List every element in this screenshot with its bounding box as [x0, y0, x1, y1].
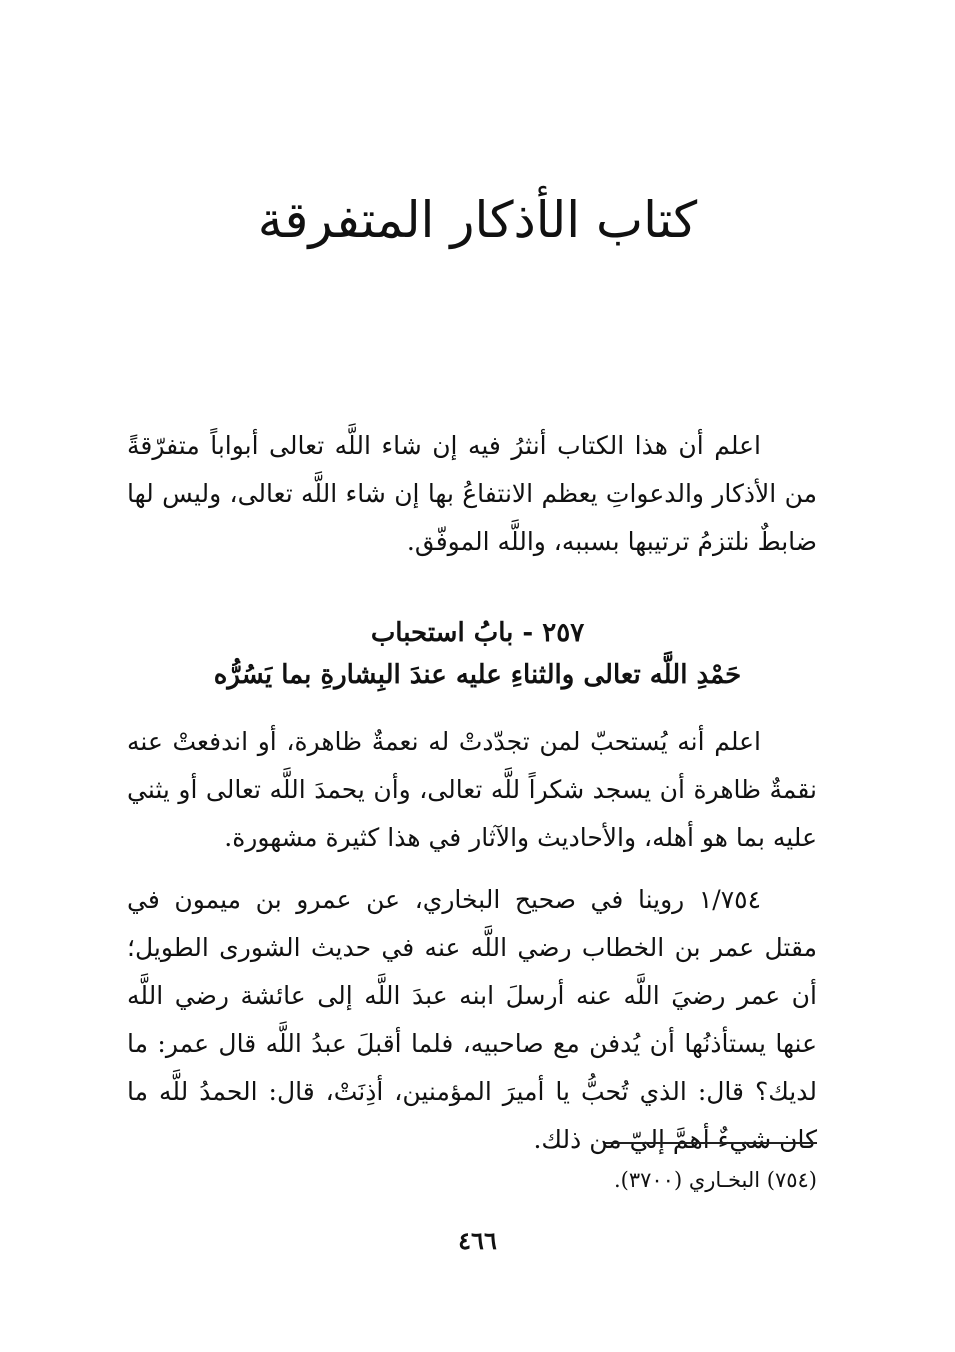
chapter-heading [150, 612, 805, 696]
chapter-paragraph: اعلم أنه يُستحبّ لمن تجدّدتْ له نعمةٌ ظاهرة، أو اندفعتْ عنه نقمةٌ ظاهرة أن يسجد شكراً للَّه تعالى، وأن يحمدَ اللَّه تعالى أو يثني عليه بما هو أهله، والأحاديث والآثار في هذا كثيرة مشهورة. [127, 727, 817, 852]
book-title: كتاب الأذكار المتفرقة [257, 191, 698, 249]
hadith-paragraph: ١/٧٥٤ روينا في صحيح البخاري، عن عمرو بن ميمون في مقتل عمر بن الخطاب رضي اللَّه عنه في حديث الشورى الطويل؛ أن عمر رضيَ اللَّه عنه أرسلَ ابنه عبدَ اللَّه إلى عائشة رضي اللَّه عنها يستأذنُها أن يُدفن مع صاحبيه، فلما أقبلَ عبدُ اللَّه قال عمر: ما لديك؟ قال: الذي تُحبُّ يا أميرَ المؤمنين، أذِنَتْ، قال: الحمدُ للَّه ما كان شيءٌ أهمَّ إليّ من ذلك. [127, 885, 817, 1154]
footnote: (٧٥٤) البخـاري (٣٧٠٠). [613, 1168, 817, 1192]
chapter-heading-line1: ٢٥٧ - بابُ استحباب [370, 618, 585, 648]
intro-paragraph: اعلم أن هذا الكتاب أنثرُ فيه إن شاء اللَّه تعالى أبواباً متفرّقةً من الأذكار والدعواتِ يعظم الانتفاعُ بها إن شاء اللَّه تعالى، وليس لها ضابطٌ نلتزمُ ترتيبها بسببه، واللَّه الموفّق. [127, 431, 817, 556]
footnote-divider [605, 1142, 817, 1144]
chapter-heading-line2: حَمْدِ اللَّه تعالى والثناءِ عليه عندَ البِشارةِ بما يَسُرُّه [213, 660, 742, 690]
page-number: ٤٦٦ [458, 1226, 497, 1255]
